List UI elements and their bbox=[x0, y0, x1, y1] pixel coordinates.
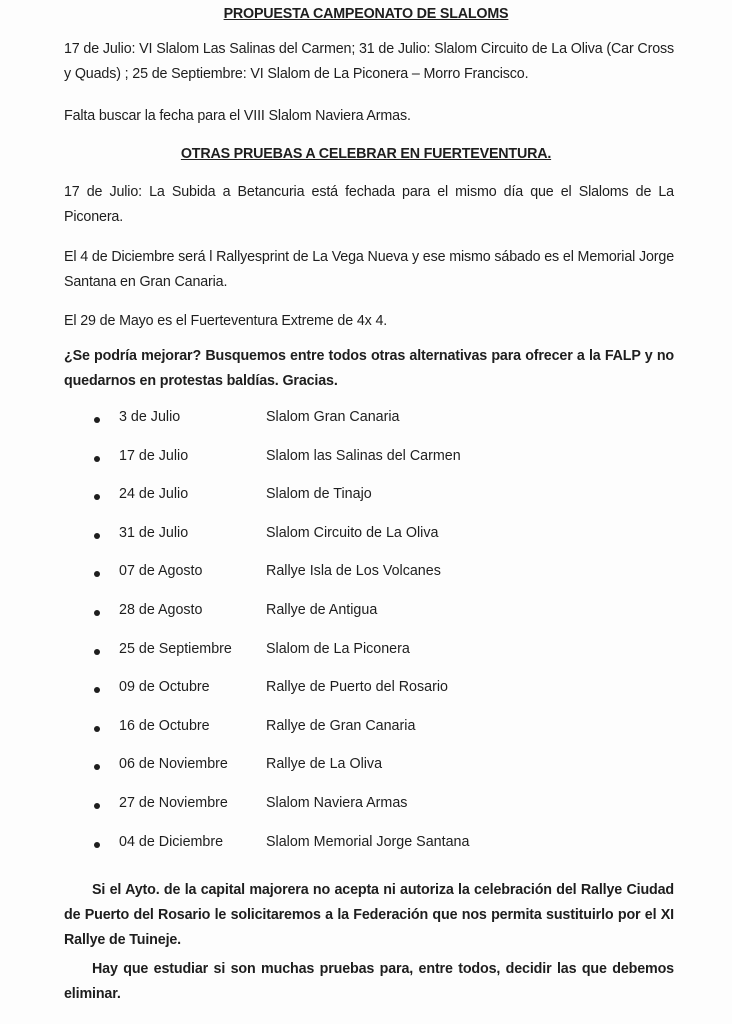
calendar-date: 27 de Noviembre bbox=[119, 795, 228, 811]
calendar-date: 3 de Julio bbox=[119, 409, 181, 425]
bullet-icon bbox=[94, 417, 100, 423]
bullet-icon bbox=[94, 764, 100, 770]
bullet-icon bbox=[94, 571, 100, 577]
calendar-date: 09 de Octubre bbox=[119, 679, 210, 696]
calendar-date: 06 de Noviembre bbox=[119, 756, 228, 773]
bullet-icon bbox=[94, 687, 100, 693]
calendar-event: Slalom Naviera Armas bbox=[266, 795, 408, 811]
paragraph-improvement-request: ¿Se podría mejorar? Busquemos entre todos otras alternativas para ofrecer a la FALP y no quedarnos en protestas baldías. Gracias. bbox=[64, 348, 674, 389]
heading-propuesta-campeonato: PROPUESTA CAMPEONATO DE SLALOMS bbox=[223, 6, 509, 22]
calendar-event: Rallye de Antigua bbox=[266, 602, 378, 618]
bullet-icon bbox=[94, 803, 100, 809]
paragraph-rallye-tuineje: Si el Ayto. de la capital majorera no acepta ni autoriza la celebración del Rallye Ciudad de Puerto del Rosario le solicitaremos a la Federación que nos permita sustituirlo por el XI Rallye de Tuineje. bbox=[64, 882, 674, 948]
calendar-event: Slalom Gran Canaria bbox=[266, 409, 400, 425]
calendar-list-item bbox=[0, 756, 732, 778]
bullet-icon bbox=[94, 726, 100, 732]
calendar-list-item bbox=[0, 641, 732, 663]
paragraph-rallyesprint: El 4 de Diciembre será l Rallyesprint de La Vega Nueva y ese mismo sábado es el Memorial Jorge Santana en Gran Canaria. bbox=[64, 249, 674, 290]
calendar-event: Rallye de La Oliva bbox=[266, 756, 383, 773]
calendar-list-item bbox=[0, 834, 732, 856]
calendar-list-item bbox=[0, 795, 732, 817]
calendar-event: Rallye Isla de Los Volcanes bbox=[266, 563, 441, 580]
calendar-list-item bbox=[0, 563, 732, 585]
paragraph-eliminate-events: Hay que estudiar si son muchas pruebas para, entre todos, decidir las que debemos eliminar. bbox=[64, 961, 674, 1002]
calendar-date: 07 de Agosto bbox=[119, 563, 203, 580]
bullet-icon bbox=[94, 456, 100, 462]
calendar-date: 25 de Septiembre bbox=[119, 640, 232, 657]
calendar-date: 28 de Agosto bbox=[119, 602, 203, 618]
paragraph-extreme-4x4: El 29 de Mayo es el Fuerteventura Extreme de 4x 4. bbox=[64, 313, 388, 329]
calendar-list-item bbox=[0, 718, 732, 740]
bullet-icon bbox=[94, 842, 100, 848]
calendar-event: Slalom Circuito de La Oliva bbox=[266, 524, 439, 541]
bullet-icon bbox=[94, 610, 100, 616]
calendar-list-item bbox=[0, 602, 732, 624]
bullet-icon bbox=[94, 649, 100, 655]
calendar-date: 24 de Julio bbox=[119, 486, 189, 503]
calendar-event: Slalom las Salinas del Carmen bbox=[266, 447, 461, 464]
calendar-event: Rallye de Gran Canaria bbox=[266, 717, 416, 734]
calendar-list-item bbox=[0, 486, 732, 508]
calendar-list-item bbox=[0, 409, 732, 431]
heading-otras-pruebas: OTRAS PRUEBAS A CELEBRAR EN FUERTEVENTURA. bbox=[180, 146, 552, 162]
calendar-list-item bbox=[0, 525, 732, 547]
calendar-event: Slalom de Tinajo bbox=[266, 486, 372, 503]
calendar-date: 04 de Diciembre bbox=[119, 833, 224, 850]
paragraph-pending-date: Falta buscar la fecha para el VIII Slalom Naviera Armas. bbox=[64, 108, 411, 124]
bullet-icon bbox=[94, 533, 100, 539]
calendar-date: 16 de Octubre bbox=[119, 717, 210, 734]
bullet-icon bbox=[94, 494, 100, 500]
calendar-list-item bbox=[0, 448, 732, 470]
paragraph-slalom-dates: 17 de Julio: VI Slalom Las Salinas del Carmen; 31 de Julio: Slalom Circuito de La Oliva (Car Cross y Quads) ; 25 de Septiembre: VI Slalom de La Piconera – Morro Francisco. bbox=[64, 41, 674, 82]
calendar-list-item bbox=[0, 679, 732, 701]
paragraph-betancuria: 17 de Julio: La Subida a Betancuria está fechada para el mismo día que el Slaloms de La Piconera. bbox=[64, 184, 674, 225]
calendar-event: Rallye de Puerto del Rosario bbox=[266, 679, 448, 696]
calendar-event: Slalom de La Piconera bbox=[266, 640, 410, 657]
calendar-date: 17 de Julio bbox=[119, 447, 189, 464]
calendar-date: 31 de Julio bbox=[119, 524, 189, 541]
calendar-event: Slalom Memorial Jorge Santana bbox=[266, 833, 470, 850]
